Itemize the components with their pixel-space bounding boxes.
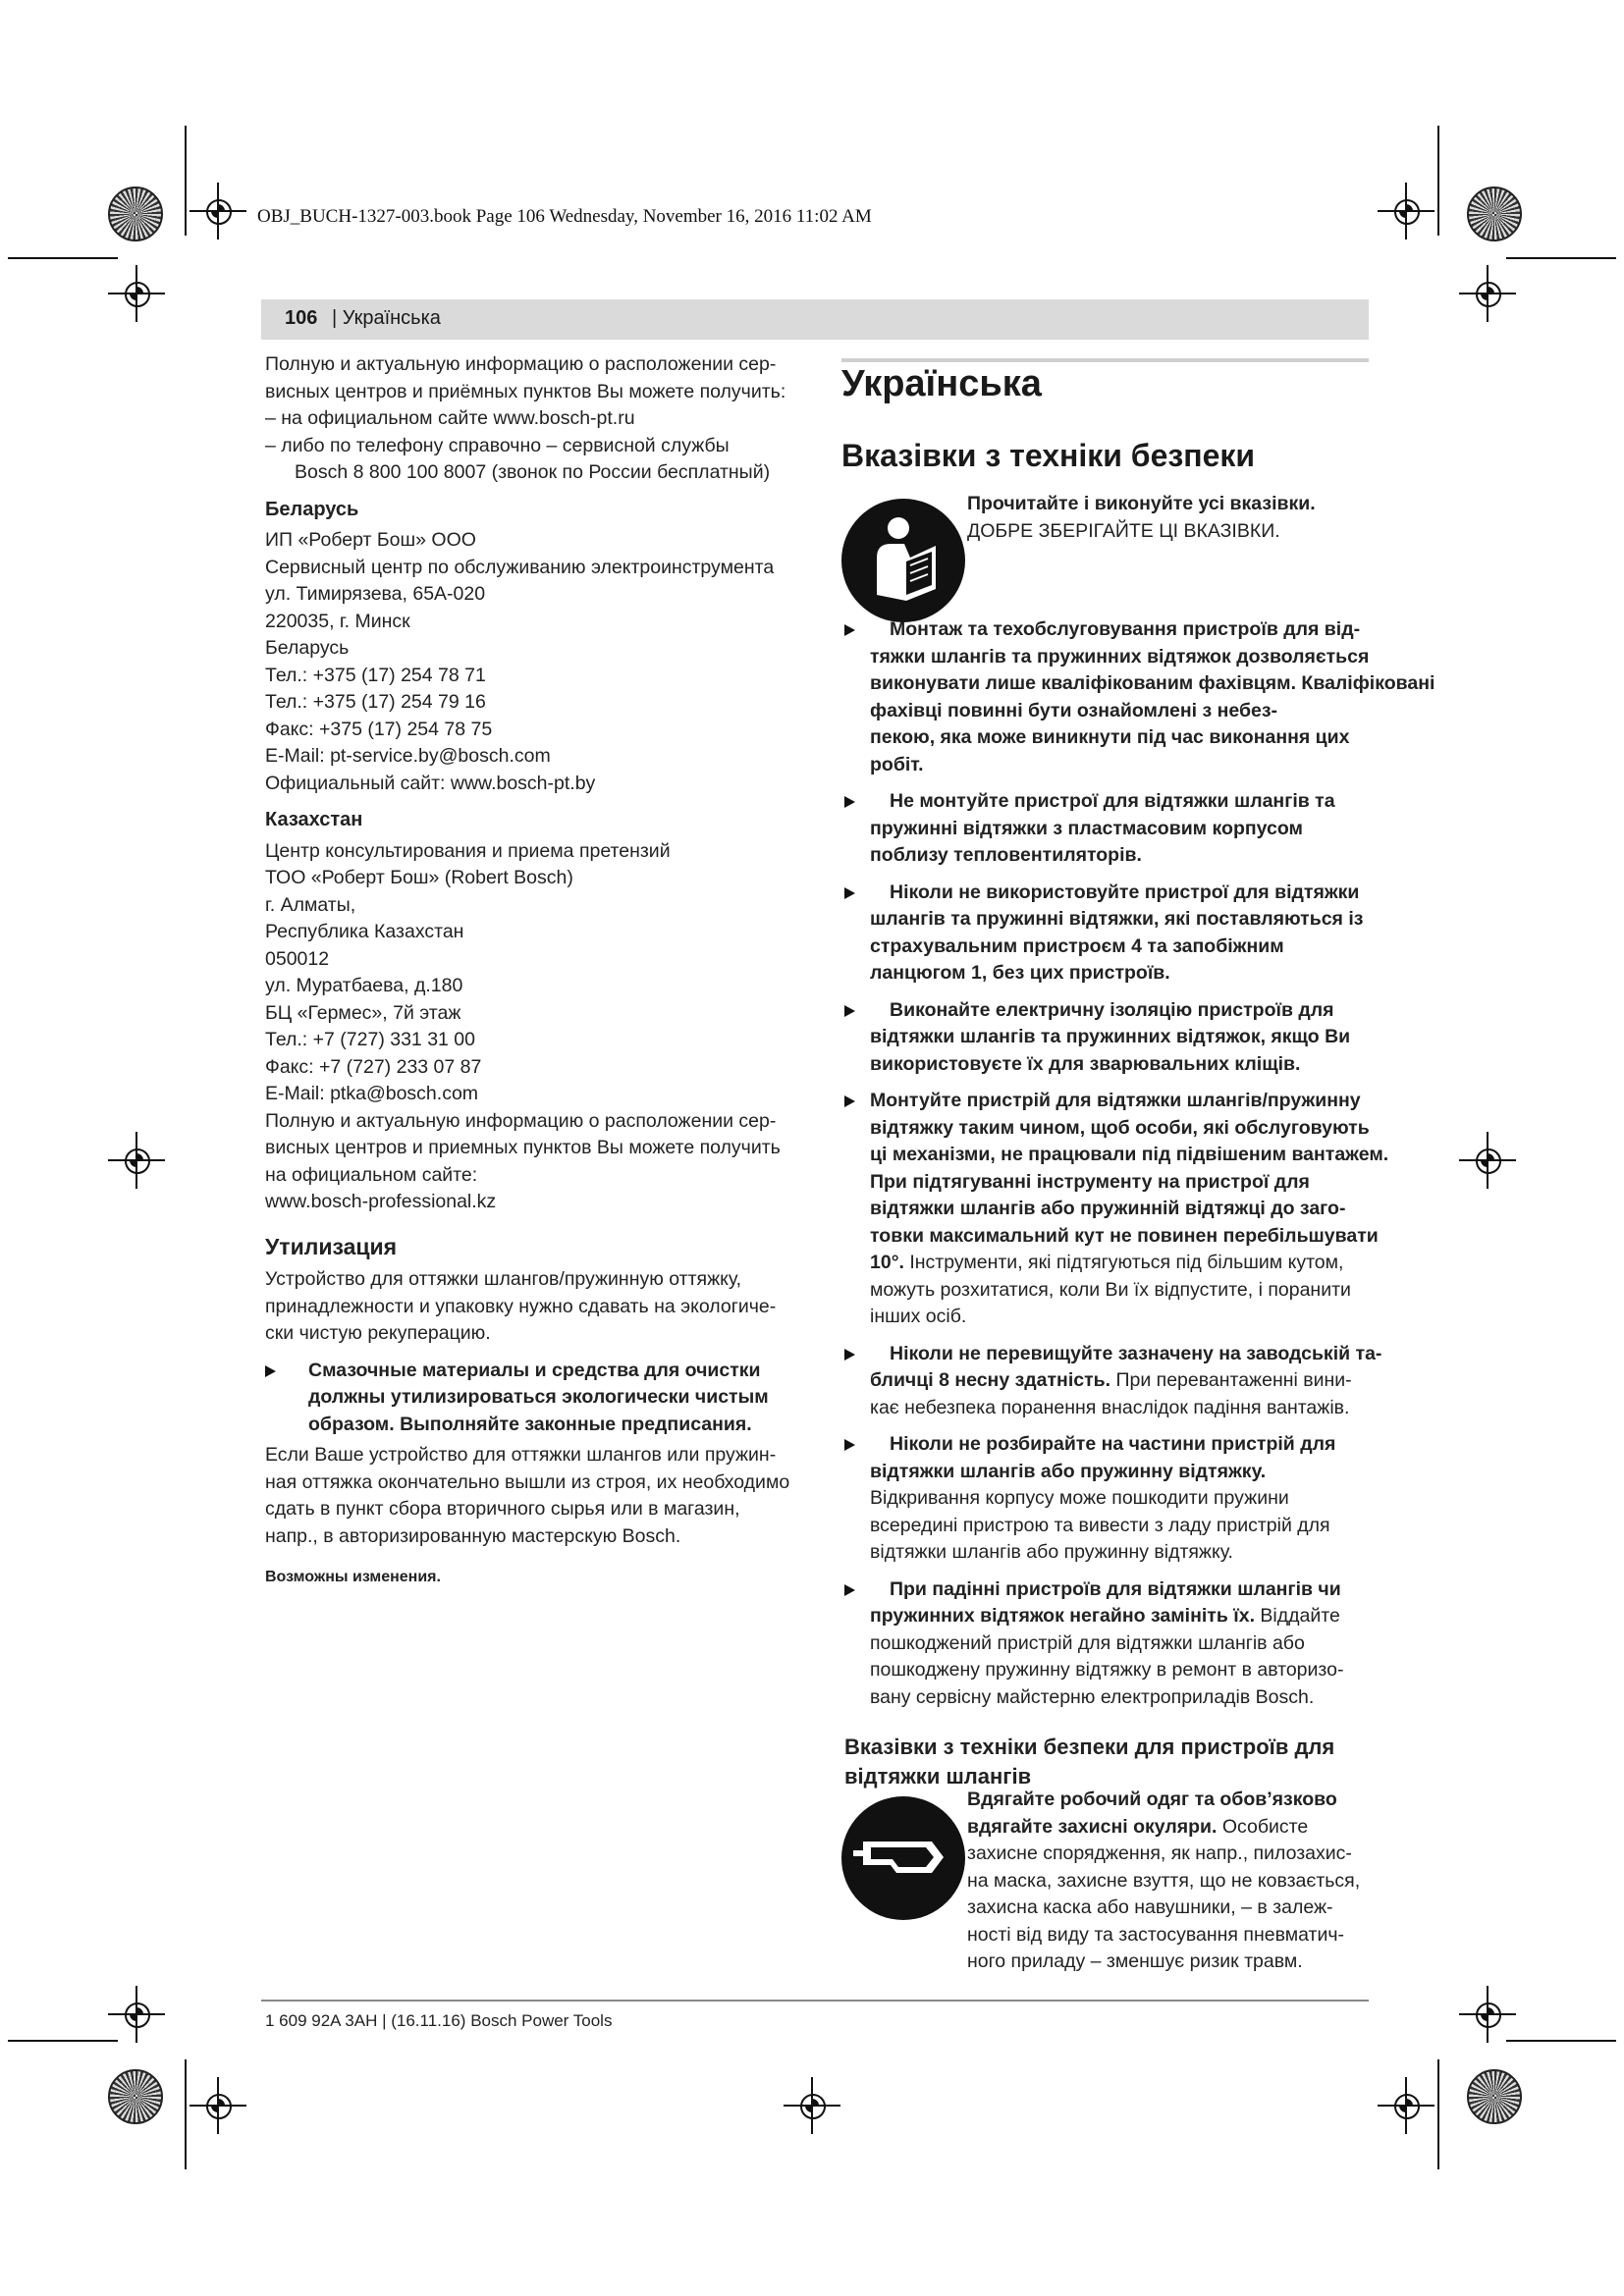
text-line: ланцюгом 1, без цих пристроїв. <box>870 962 1170 984</box>
text-line: можуть розхитатися, коли Ви їх відпустите, і поранити <box>870 1278 1351 1301</box>
text-line: всередині пристрою та вивести з ладу пристрій для <box>870 1514 1330 1536</box>
text-line: сдать в пункт сбора вторичного сырья или в магазин, <box>265 1498 740 1520</box>
registration-crosshair-icon <box>1471 1144 1504 1177</box>
text-line: робіт. <box>870 753 924 775</box>
color-rosette-icon <box>1467 187 1522 241</box>
safety-title: Вказівки з техніки безпеки <box>841 438 1256 473</box>
heading-disposal: Утилизация <box>265 1233 398 1259</box>
text-line: тяжки шлангів та пружинних відтяжок дозволяється <box>870 645 1370 667</box>
text-line: принадлежности и упаковку нужно сдавать на экологиче- <box>265 1295 777 1317</box>
disposal-bullet <box>265 1358 815 1439</box>
intro-block <box>265 351 815 487</box>
text-line: Устройство для оттяжки шлангов/пружинную оттяжку, <box>265 1268 742 1290</box>
text-line: напр., в авторизированную мастерскую Bosch. <box>265 1524 681 1547</box>
bullet-triangle-icon <box>844 796 855 808</box>
safety-bullet <box>844 1576 1394 1712</box>
registration-crosshair-icon <box>1389 2089 1423 2122</box>
safety-bullet <box>844 616 1435 778</box>
text-line: шлангів та пружинні відтяжки, які поставляються із <box>870 908 1364 930</box>
registration-crosshair-icon <box>201 194 235 228</box>
section-title: Українська <box>841 363 1042 404</box>
read-instructions <box>967 491 1380 545</box>
text-line: Особисте <box>1221 1815 1309 1838</box>
text-line: ул. Муратбаева, д.180 <box>265 975 463 996</box>
text-line: пошкоджену пружинну відтяжку в ремонт в авторизо- <box>870 1659 1344 1681</box>
text-line: Факс: +7 (727) 233 07 87 <box>265 1055 482 1078</box>
color-rosette-icon <box>1467 2069 1522 2124</box>
registration-crosshair-icon <box>1389 194 1423 228</box>
text-line: відтяжки шлангів або пружинній відтяжці до заго- <box>870 1198 1346 1219</box>
text-line: бличці 8 несну здатність. <box>870 1369 1111 1391</box>
text-line: г. Алматы, <box>265 893 356 916</box>
safety-bullets <box>844 616 1435 1791</box>
heading-kazakhstan: Казахстан <box>265 809 363 830</box>
text-line: Bosch 8 800 100 8007 (звонок по России бесплатный) <box>295 461 771 483</box>
text-line: виконувати лише кваліфікованим фахівцям. Кваліфіковані <box>870 672 1435 694</box>
crop-mark <box>8 257 118 259</box>
text-line: БЦ «Гермес», 7й этаж <box>265 1001 461 1024</box>
registration-crosshair-icon <box>1471 1998 1504 2031</box>
text-line: должны утилизироваться экологически чистым <box>308 1386 769 1408</box>
changes-note: Возможны изменения. <box>265 1569 441 1585</box>
bullet-triangle-icon <box>844 1439 855 1451</box>
bullet-triangle-icon <box>265 1365 276 1377</box>
text-line: Факс: +375 (17) 254 78 75 <box>265 718 493 740</box>
kazakhstan-block <box>265 838 815 1216</box>
text-line: Тел.: +375 (17) 254 78 71 <box>265 664 486 686</box>
text-line: При перевантаженні вини- <box>1115 1369 1352 1391</box>
text-line: інших осіб. <box>870 1306 967 1327</box>
text-line: образом. Выполняйте законные предписания. <box>308 1413 752 1435</box>
bullet-triangle-icon <box>844 1584 855 1596</box>
text-line: відтяжки шлангів та пружинних відтяжок, якщо Ви <box>870 1026 1351 1047</box>
color-rosette-icon <box>108 2069 163 2124</box>
text-line: відтяжки шлангів або пружинну відтяжку. <box>870 1541 1233 1563</box>
safety-goggles-icon <box>841 1796 965 1920</box>
text-line: пекою, яка може виникнути під час виконання цих <box>870 726 1350 748</box>
footer-rule <box>261 2000 1369 2002</box>
text-line: захисна каска або навушники, – в залеж- <box>967 1896 1333 1918</box>
header-language-label: Українська <box>342 307 441 329</box>
text-line: висных центров и приёмных пунктов Вы можете получить: <box>265 380 786 402</box>
bullet-triangle-icon <box>844 1349 855 1361</box>
crop-mark <box>1506 2040 1616 2042</box>
text-line: вдягайте захисні окуляри. <box>967 1815 1218 1838</box>
text-line: ная оттяжка окончательно вышли из строя, их необходимо <box>265 1470 790 1493</box>
registration-crosshair-icon <box>795 2089 829 2122</box>
goggles-text <box>967 1787 1380 1976</box>
left-column <box>265 351 815 1591</box>
text-line: 050012 <box>265 947 330 970</box>
registration-crosshair-icon <box>201 2089 235 2122</box>
text-line: ності від виду та застосування пневматич- <box>967 1923 1345 1946</box>
section-rule <box>841 358 1369 362</box>
page-header <box>261 299 1369 340</box>
text-line: пружинних відтяжок негайно замініть їх. <box>870 1605 1255 1627</box>
text-line: 220035, г. Минск <box>265 610 410 632</box>
text-line: фахівці повинні бути ознайомлені з небез- <box>870 699 1278 721</box>
safety-bullet <box>844 1431 1394 1567</box>
hose-safety-heading <box>844 1733 1394 1791</box>
text-line: Не монтуйте пристрої для відтяжки шлангів та <box>890 790 1335 812</box>
text-line: При падінні пристроїв для відтяжки шлангів чи <box>890 1577 1341 1600</box>
text-line: Беларусь <box>265 637 350 659</box>
text-line: відтяжку таким чином, щоб особи, які обслуговують <box>870 1116 1370 1139</box>
text-line: Ніколи не використовуйте пристрої для відтяжки <box>890 881 1360 903</box>
text-line: Інструменти, які підтягуються під більшим кутом, <box>909 1252 1344 1273</box>
heading-belarus: Беларусь <box>265 498 359 520</box>
text-line: – на официальном сайте www.bosch-pt.ru <box>265 407 635 429</box>
text-line: 10°. <box>870 1252 904 1273</box>
text-line: Віддайте <box>1260 1605 1340 1627</box>
text-line: ного приладу – зменшує ризик травм. <box>967 1950 1303 1972</box>
bullet-triangle-icon <box>844 887 855 899</box>
read-manual-icon <box>841 499 965 622</box>
footer: 1 609 92A 3AH | (16.11.16) Bosch Power Tools <box>265 2011 613 2030</box>
text-line: ТОО «Роберт Бош» (Robert Bosch) <box>265 867 573 888</box>
text-line: Если Ваше устройство для оттяжки шлангов или пружин- <box>265 1444 777 1466</box>
text-line: Відкривання корпусу може пошкодити пружини <box>870 1487 1289 1509</box>
text-line: Вказівки з техніки безпеки для пристроїв для <box>844 1735 1335 1759</box>
print-info: OBJ_BUCH-1327-003.book Page 106 Wednesday, November 16, 2016 11:02 AM <box>257 206 872 227</box>
text-line: висных центров и приемных пунктов Вы можете получить <box>265 1137 781 1158</box>
text-line: – либо по телефону справочно – сервисной службы <box>265 434 730 456</box>
text-line: кає небезпека поранення внаслідок падіння вантажів. <box>870 1396 1350 1418</box>
text-line: При підтягуванні інструменту на пристрої для <box>870 1170 1310 1193</box>
text-line: страхувальним пристроєм 4 та запобіжним <box>870 934 1284 957</box>
bullet-triangle-icon <box>844 1005 855 1017</box>
text-line: Центр консультирования и приема претензий <box>265 839 671 862</box>
text-line: E-Mail: pt-service.by@bosch.com <box>265 745 551 767</box>
text-line: ул. Тимирязева, 65А-020 <box>265 583 486 605</box>
text-line: товки максимальний кут не повинен перебільшувати <box>870 1224 1379 1247</box>
text-line: ці механізми, не працювали під підвішеним вантажем. <box>870 1144 1389 1165</box>
text-line: захисне спорядження, як напр., пилозахис- <box>967 1842 1352 1864</box>
text-line: www.bosch-professional.kz <box>265 1191 497 1212</box>
registration-crosshair-icon <box>120 277 153 310</box>
text-line: Ніколи не розбирайте на частини пристрій для <box>890 1433 1336 1455</box>
disposal-block <box>265 1266 815 1348</box>
crop-mark <box>1437 126 1439 236</box>
text-line: Полную и актуальную информацию о расположении сер- <box>265 353 777 375</box>
text-line: Вдягайте робочий одяг та обов’язково <box>967 1789 1337 1810</box>
text-line: Прочитайте і виконуйте усі вказівки. <box>967 493 1316 514</box>
text-line: пошкоджений пристрій для відтяжки шлангів або <box>870 1631 1305 1654</box>
safety-bullet <box>844 997 1394 1079</box>
safety-bullet <box>844 1341 1394 1422</box>
crop-mark <box>1437 2059 1439 2169</box>
text-line: пружинні відтяжки з пластмасовим корпусом <box>870 817 1303 839</box>
text-line: Сервисный центр по обслуживанию электроинструмента <box>265 556 775 578</box>
text-line: відтяжки шлангів <box>844 1764 1032 1789</box>
text-line: Официальный сайт: www.bosch-pt.by <box>265 772 596 794</box>
bullet-triangle-icon <box>844 1095 855 1107</box>
text-line: Монтаж та техобслуговування пристроїв для від- <box>890 618 1361 640</box>
crop-mark <box>185 2059 187 2169</box>
text-line: Тел.: +375 (17) 254 79 16 <box>265 691 486 713</box>
registration-crosshair-icon <box>120 1144 153 1177</box>
text-line: Тел.: +7 (727) 331 31 00 <box>265 1029 475 1050</box>
text-line: Республика Казахстан <box>265 921 464 942</box>
registration-crosshair-icon <box>1471 277 1504 310</box>
text-line: Полную и актуальную информацию о расположении сер- <box>265 1109 777 1132</box>
safety-bullet <box>844 880 1394 988</box>
text-line: на официальном сайте: <box>265 1163 478 1186</box>
text-line: Виконайте електричну ізоляцію пристроїв для <box>890 998 1334 1021</box>
safety-bullet <box>844 1088 1394 1331</box>
text-line: використовуєте їх для зварювальних кліщів. <box>870 1052 1301 1075</box>
text-line: ДОБРЕ ЗБЕРІГАЙТЕ ЦІ ВКАЗІВКИ. <box>967 519 1280 542</box>
header-language: | Українська <box>332 307 441 329</box>
text-line: поблизу тепловентиляторів. <box>870 844 1142 866</box>
crop-mark <box>8 2040 118 2042</box>
crop-mark <box>1506 257 1616 259</box>
text-line: E-Mail: ptka@bosch.com <box>265 1083 479 1104</box>
belarus-block <box>265 527 815 797</box>
text-line: ИП «Роберт Бош» ООО <box>265 529 476 551</box>
page-number: 106 <box>285 307 318 329</box>
text-line: на маска, захисне взуття, що не ковзається, <box>967 1869 1361 1892</box>
color-rosette-icon <box>108 187 163 241</box>
text-line: Смазочные материалы и средства для очистки <box>308 1359 761 1381</box>
registration-crosshair-icon <box>120 1998 153 2031</box>
disposal-end-block <box>265 1442 815 1550</box>
bullet-triangle-icon <box>844 624 855 636</box>
crop-mark <box>185 126 187 236</box>
text-line: Монтуйте пристрій для відтяжки шлангів/пружинну <box>870 1090 1361 1111</box>
text-line: вану сервісну майстерню електроприладів Bosch. <box>870 1685 1315 1708</box>
text-line: ски чистую рекуперацию. <box>265 1322 491 1344</box>
safety-bullet <box>844 788 1394 870</box>
text-line: Ніколи не перевищуйте зазначену на заводській та- <box>890 1342 1382 1364</box>
text-line: відтяжки шлангів або пружинну відтяжку. <box>870 1460 1267 1482</box>
